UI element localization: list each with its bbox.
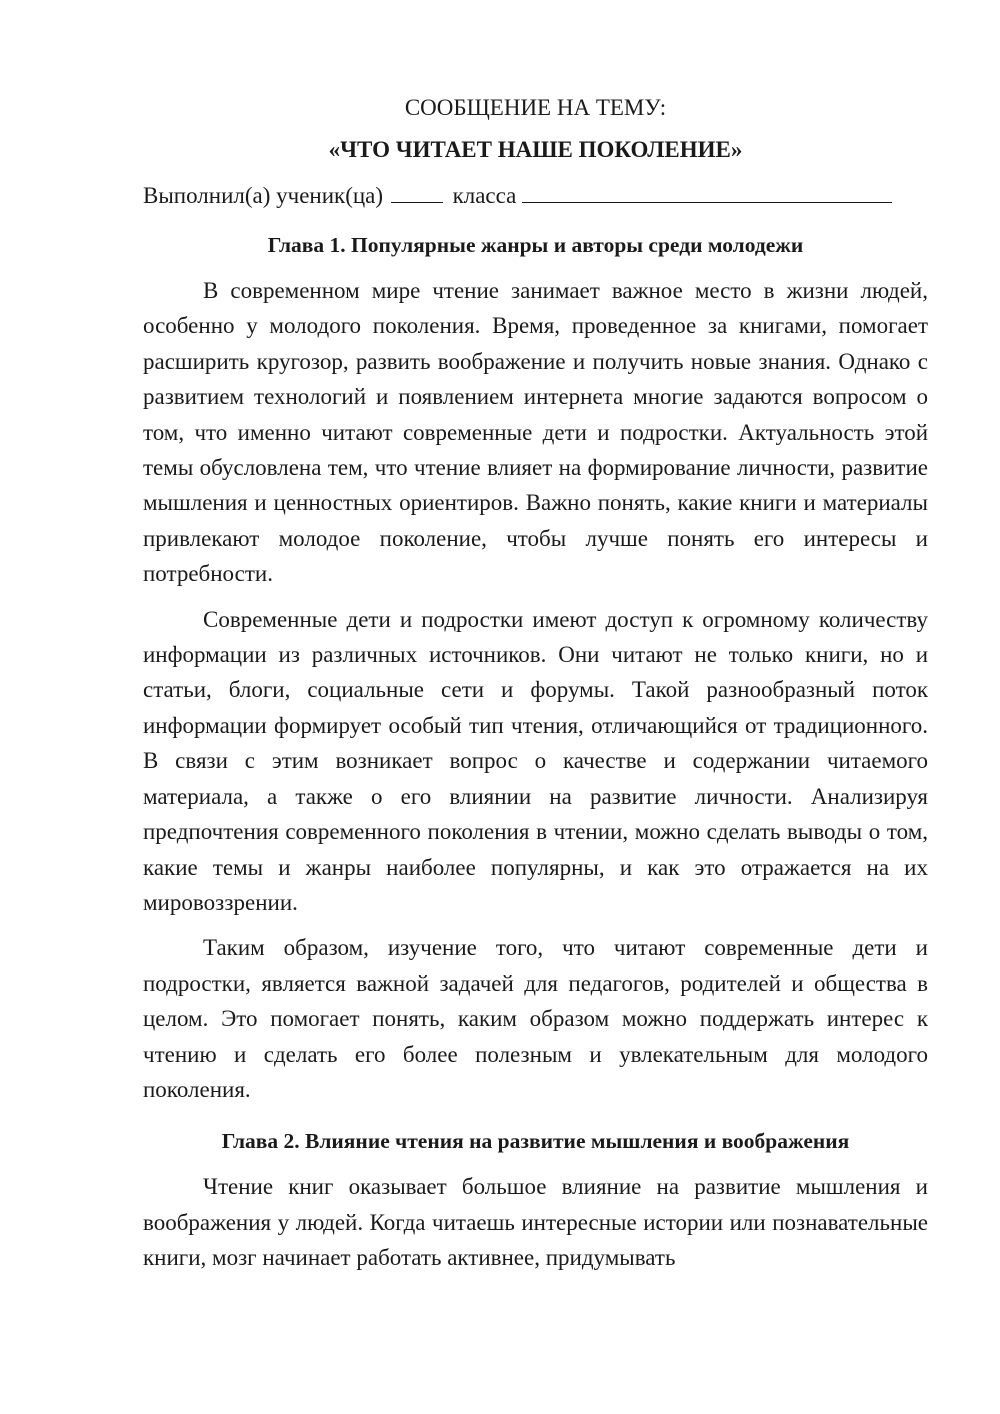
- chapter-2-paragraph-1: Чтение книг оказывает большое влияние на развитие мышления и воображения у людей. Когда читаешь интересные истории или познавательные книги, мозг начинает работать активнее, придумывать: [143, 1174, 928, 1271]
- class-number-blank: [391, 179, 443, 203]
- document-body: [143, 90, 928, 1276]
- chapter-1-title: Глава 1. Популярные жанры и авторы среди молодежи: [267, 233, 804, 257]
- class-name-blank: [522, 179, 892, 203]
- document-title: «ЧТО ЧИТАЕТ НАШЕ ПОКОЛЕНИЕ»: [328, 137, 743, 162]
- chapter-2-title: Глава 2. Влияние чтения на развитие мышления и воображения: [221, 1129, 850, 1154]
- class-label: класса: [452, 183, 517, 208]
- author-line: [143, 178, 928, 213]
- document-heading: СООБЩЕНИЕ НА ТЕМУ:: [404, 95, 667, 120]
- chapter-1-paragraph-3: Таким образом, изучение того, что читают современные дети и подростки, является важной задачей для педагогов, родителей и общества в целом. Это помогает понять, каким образом можно поддержать интерес к чтению и сделать его более полезным и увлекательным для молодого поколения.: [143, 935, 928, 1102]
- chapter-1-paragraph-1: В современном мире чтение занимает важное место в жизни людей, особенно у молодого поколения. Время, проведенное за книгами, помогает расширить кругозор, развить воображение и получить новые знания. Однако с развитием технологий и появлением интернета многие задаются вопросом о том, что именно читают современные дети и подростки. Актуальность этой темы обусловлена тем, что чтение влияет на формирование личности, развитие мышления и ценностных ориентиров. Важно понять, какие книги и материалы привлекают молодое поколение, чтобы лучше понять его интересы и потребности.: [143, 278, 928, 587]
- chapter-1-paragraph-2: Современные дети и подростки имеют доступ к огромному количеству информации из различных источников. Они читают не только книги, но и статьи, блоги, социальные сети и форумы. Такой разнообразный поток информации формирует особый тип чтения, отличающийся от традиционного. В связи с этим возникает вопрос о качестве и содержании читаемого материала, а также о его влиянии на развитие личности. Анализируя предпочтения современного поколения в чтении, можно сделать выводы о том, какие темы и жанры наиболее популярны, и как это отражается на их мировоззрении.: [143, 606, 928, 915]
- author-line-prefix: Выполнил(а) ученик(ца): [143, 183, 384, 208]
